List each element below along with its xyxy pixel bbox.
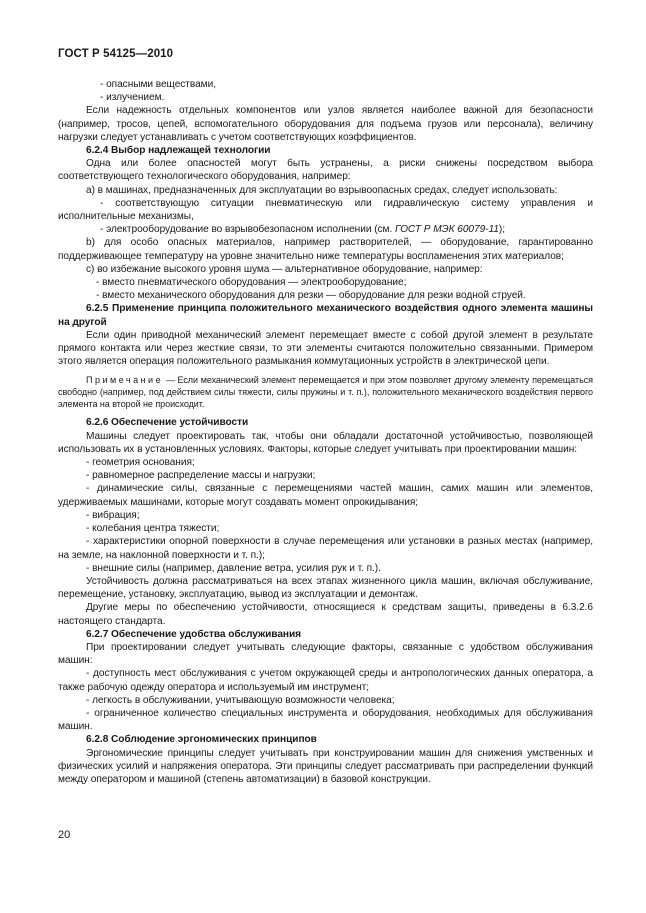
- note-text: — Если механический элемент перемещается и при этом позволяет другому элементу перемещаться свободно (например, под действием силы тяжести, силы пружины и т. п.), положительного механического воздействия первого элемента на второй не происходит.: [58, 375, 593, 410]
- paragraph: Устойчивость должна рассматриваться на всех этапах жизненного цикла машин, включая обслуживание, перемещение, установку, эксплуатацию, вывод из эксплуатации и демонтаж.: [58, 575, 593, 601]
- paragraph: Машины следует проектировать так, чтобы они обладали достаточной устойчивостью, позволяющей использовать их в установленных условиях. Факторы, которые следует учитывать при проектировании машин:: [58, 430, 593, 455]
- list-item: - внешние силы (например, давление ветра, усилия рук и т. п.).: [86, 562, 381, 574]
- list-item: - опасными веществами,: [100, 79, 216, 90]
- document-body: [58, 78, 593, 786]
- list-item: b) для особо опасных материалов, например растворителей, — оборудование, гарантированно поддерживающее температуру на уровне значительно ниже температуры воспламенения этих материалов;: [58, 237, 593, 262]
- section-heading-6-2-4: 6.2.4 Выбор надлежащей технологии: [86, 145, 271, 157]
- list-item: - соответствующую ситуации пневматическую или гидравлическую систему управления и исполнительные механизмы,: [58, 197, 593, 223]
- document-header: ГОСТ Р 54125—2010: [58, 48, 174, 60]
- section-heading-6-2-5: 6.2.5 Применение принципа положительного механического воздействия одного элемента машины на другой: [58, 303, 593, 328]
- list-item: - колебания центра тяжести;: [86, 523, 220, 535]
- note: [58, 368, 593, 416]
- list-item: а) в машинах, предназначенных для эксплуатации во взрывоопасных средах, следует использовать:: [86, 184, 558, 196]
- paragraph: Другие меры по обеспечению устойчивости, относящиеся к средствам защиты, приведены в 6.3.2.6 настоящего стандарта.: [58, 602, 593, 627]
- list-item: с) во избежание высокого уровня шума — альтернативное оборудование, например:: [86, 263, 483, 275]
- list-item: - характеристики опорной поверхности в случае перемещения или установки в разных местах (например, на земле, на наклонной поверхности и т. п.);: [58, 536, 593, 561]
- list-item: - ограниченное количество специальных инструмента и оборудования, необходимых для обслуживания машин.: [58, 707, 593, 733]
- paragraph: При проектировании следует учитывать следующие факторы, связанные с удобством обслуживания машин:: [58, 641, 593, 667]
- list-item: - вместо механического оборудования для резки — оборудование для резки водной струей.: [96, 290, 526, 302]
- list-item: - излучением.: [100, 92, 165, 104]
- section-heading-6-2-7: 6.2.7 Обеспечение удобства обслуживания: [86, 628, 302, 640]
- note-label: Примечание: [86, 375, 164, 386]
- paragraph: Если один приводной механический элемент перемещает вместе с собой другой элемент в результате прямого контакта или через жесткие связи, то эти элементы считаются положительно связанными. Примером этого является операция положительного размыкания коммутационных устройств в электрической цепи.: [58, 329, 593, 368]
- list-item: - вместо пневматического оборудования — электрооборудование;: [96, 277, 407, 289]
- list-item: [58, 223, 593, 236]
- section-heading-6-2-8: 6.2.8 Соблюдение эргономических принципов: [86, 734, 317, 746]
- list-item: - легкость в обслуживании, учитывающую возможности человека;: [86, 694, 395, 706]
- list-item: - равномерное распределение массы и нагрузки;: [86, 470, 316, 482]
- paragraph: Если надежность отдельных компонентов или узлов является наиболее важной для безопасности (например, тросов, цепей, вспомогательного оборудования для подъема грузов или персонала), величину нагрузки следует устанавливать с учетом соответствующих коэффициентов.: [58, 105, 593, 143]
- list-item: - динамические силы, связанные с перемещениями частей машин, самих машин или элементов, удерживаемых машинами, которые могут создавать момент опрокидывания;: [58, 483, 593, 508]
- paragraph: Одна или более опасностей могут быть устранены, а риски снижены посредством выбора соответствующего технологического оборудования, например:: [58, 158, 593, 183]
- list-item: - доступность мест обслуживания с учетом окружающей среды и антропологических данных оператора, а также рабочую одежду оператора и используемый им инструмент;: [58, 668, 593, 693]
- ref-text: - электрооборудование во взрывобезопасном исполнении (см. ГОСТ Р МЭК 60079-11);: [100, 224, 505, 236]
- list-item: - вибрация;: [86, 509, 140, 521]
- list-item: - геометрия основания;: [86, 457, 195, 469]
- section-heading-6-2-6: 6.2.6 Обеспечение устойчивости: [86, 417, 249, 429]
- paragraph: Эргономические принципы следует учитывать при конструировании машин для снижения умственных и физических усилий и напряжения оператора. Эти принципы следует рассматривать при распределении функций между оператором и машиной (степень автоматизации) в базовой конструкции.: [58, 747, 593, 785]
- page-number: 20: [58, 829, 71, 841]
